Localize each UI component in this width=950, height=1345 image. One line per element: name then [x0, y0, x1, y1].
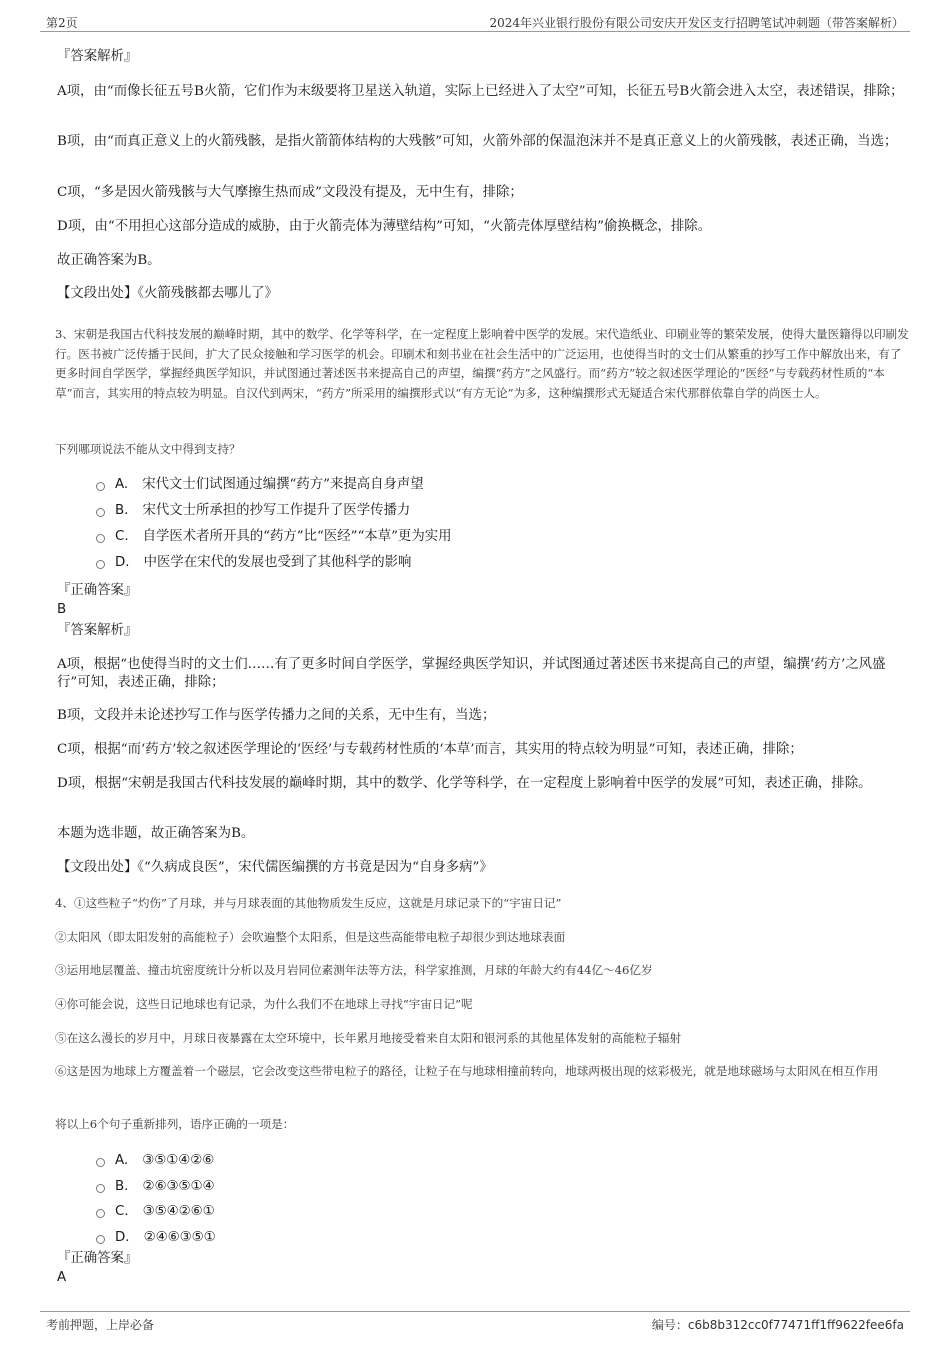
q4-answer-label: 『正确答案』: [57, 1251, 138, 1266]
q3-option-b[interactable]: [96, 501, 410, 521]
q3-analysis-a: A项，根据“也使得当时的文士们……有了更多时间自学医学，掌握经典医学知识，并试图通过著述医书来提高自己的声望，编撰‘药方’之风盛行”可知，表述正确，排除；: [57, 657, 886, 690]
q4-option-b[interactable]: [96, 1177, 214, 1197]
q4-sentence-5: ⑤在这么漫长的岁月中，月球日夜暴露在太空环境中，长年累月地接受着来自太阳和银河系的其他星体发射的高能粒子辐射: [55, 1031, 682, 1045]
q2-analysis-b: B项，由“而真正意义上的火箭残骸，是指火箭箭体结构的大残骸”可知，火箭外部的保温泡沫并不是真正意义上的火箭残骸，表述正确，当选；: [57, 134, 898, 149]
q4-sentence-6: ⑥这是因为地球上方覆盖着一个磁层，它会改变这些带电粒子的路径，让粒子在与地球相撞前转向，地球两极出现的炫彩极光，就是地球磁场与太阳风在相互作用: [55, 1064, 879, 1078]
q3-analysis-c: C项，根据“而‘药方’较之叙述医学理论的‘医经’与专载药材性质的‘本草’而言，其实用的特点较为明显”可知，表述正确，排除；: [57, 742, 803, 757]
option-letter: C.: [115, 529, 129, 544]
q2-conclusion: 故正确答案为B。: [57, 253, 161, 268]
radio-icon[interactable]: [96, 482, 105, 491]
option-letter: B.: [115, 1179, 129, 1194]
q4-sentence-1: 4、①这些粒子“灼伤”了月球，并与月球表面的其他物质发生反应，这就是月球记录下的“宇宙日记”: [55, 896, 562, 910]
radio-icon[interactable]: [96, 534, 105, 543]
radio-icon[interactable]: [96, 508, 105, 517]
q3-analysis-d: D项，根据“宋朝是我国古代科技发展的巅峰时期，其中的数学、化学等科学，在一定程度上影响着中医学的发展”可知，表述正确，排除。: [57, 776, 872, 791]
option-letter: C.: [115, 1204, 129, 1219]
q3-option-c[interactable]: [96, 527, 452, 547]
q3-option-a[interactable]: [96, 475, 424, 495]
q4-option-d[interactable]: [96, 1228, 216, 1248]
q3-question: 下列哪项说法不能从文中得到支持？: [55, 442, 241, 456]
q4-question: 将以上6个句子重新排列，语序正确的一项是：: [55, 1117, 295, 1131]
option-text: ②④⑥③⑤①: [143, 1230, 216, 1245]
q2-analysis-label: 『答案解析』: [57, 49, 138, 64]
q2-source: 【文段出处】《火箭残骸都去哪儿了》: [57, 286, 278, 301]
q2-analysis-c: C项，“多是因火箭残骸与大气摩擦生热而成”文段没有提及，无中生有，排除；: [57, 185, 523, 200]
option-letter: D.: [115, 1230, 130, 1245]
q4-option-a[interactable]: [96, 1151, 214, 1171]
q3-conclusion: 本题为选非题，故正确答案为B。: [57, 826, 255, 841]
q3-analysis-b: B项，文段并未论述抄写工作与医学传播力之间的关系，无中生有，当选；: [57, 708, 496, 723]
q4-sentence-4: ④你可能会说，这些日记地球也有记录，为什么我们不在地球上寻找“宇宙日记”呢: [55, 997, 473, 1011]
option-letter: D.: [115, 555, 130, 570]
q3-option-d[interactable]: [96, 553, 411, 573]
q3-analysis-label: 『答案解析』: [57, 623, 138, 638]
q2-analysis-d: D项，由“不用担心这部分造成的威胁，由于火箭壳体为薄壁结构”可知，“火箭壳体厚壁结构”偷换概念，排除。: [57, 219, 712, 234]
radio-icon[interactable]: [96, 1235, 105, 1244]
page-header: [40, 12, 910, 32]
document-title: 2024年兴业银行股份有限公司安庆开发区支行招聘笔试冲刺题（带答案解析）: [489, 16, 904, 30]
q3-answer: B: [57, 602, 67, 617]
radio-icon[interactable]: [96, 1184, 105, 1193]
radio-icon[interactable]: [96, 560, 105, 569]
q3-passage: 3、宋朝是我国古代科技发展的巅峰时期，其中的数学、化学等科学，在一定程度上影响着中医学的发展。宋代造纸业、印刷业等的繁荣发展，使得大量医籍得以印刷发行。医书被广泛传播于民间，扩大了民众接触和学习医学的机会。印刷术和刻书业在社会生活中的广泛运用，也使得当时的文士们从繁重的抄写工作中解放出来，有了更多时间自学医学，掌握经典医学知识，并试图通过著述医书来提高自己的声望，编撰“药方”之风盛行。而“药方”较之叙述医学理论的“医经”与专载药材性质的“本草”而言，其实用的特点较为明显。自汉代到两宋，“药方”所采用的编撰形式以“有方无论”为多，这种编撰形式无疑适合宋代那群依靠自学的尚医士人。: [55, 327, 909, 400]
option-text: 宋代文士们试图通过编撰“药方”来提高自身声望: [142, 477, 424, 492]
page-footer: [40, 1311, 910, 1335]
q4-sentence-3: ③运用地层覆盖、撞击坑密度统计分析以及月岩同位素测年法等方法，科学家推测，月球的年龄大约有44亿～46亿岁: [55, 963, 653, 977]
q4-answer: A: [57, 1270, 67, 1285]
option-letter: B.: [115, 503, 129, 518]
option-letter: A.: [115, 1153, 129, 1168]
radio-icon[interactable]: [96, 1158, 105, 1167]
option-text: 自学医术者所开具的“药方”比“医经”“本草”更为实用: [142, 529, 452, 544]
option-text: ③⑤①④②⑥: [142, 1153, 215, 1168]
q4-sentence-2: ②太阳风（即太阳发射的高能粒子）会吹遍整个太阳系，但是这些高能带电粒子却很少到达地球表面: [55, 930, 566, 944]
option-text: 宋代文士所承担的抄写工作提升了医学传播力: [142, 503, 411, 518]
option-text: ③⑤④②⑥①: [142, 1204, 215, 1219]
q2-analysis-a: A项，由“而像长征五号B火箭，它们作为末级要将卫星送入轨道，实际上已经进入了太空”可知，长征五号B火箭会进入太空，表述错误，排除；: [57, 84, 904, 99]
page-number: 第2页: [46, 16, 78, 30]
option-letter: A.: [115, 477, 129, 492]
q3-answer-label: 『正确答案』: [57, 583, 138, 598]
q4-option-c[interactable]: [96, 1202, 215, 1222]
q3-source: 【文段出处】《“久病成良医”，宋代儒医编撰的方书竟是因为“自身多病”》: [57, 860, 493, 875]
document-code: 编号：c6b8b312cc0f77471ff1ff9622fee6fa: [651, 1318, 904, 1332]
option-text: ②⑥③⑤①④: [142, 1179, 215, 1194]
radio-icon[interactable]: [96, 1209, 105, 1218]
footer-slogan: 考前押题，上岸必备: [46, 1318, 155, 1332]
option-text: 中医学在宋代的发展也受到了其他科学的影响: [143, 555, 412, 570]
